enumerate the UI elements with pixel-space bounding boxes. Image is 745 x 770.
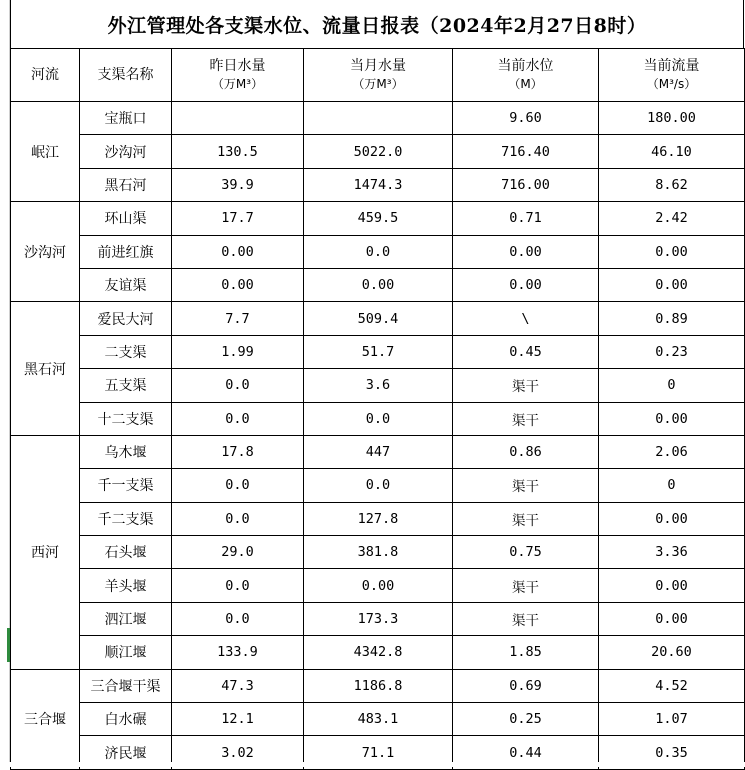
table-row <box>11 302 745 335</box>
flow-rate-cell[interactable]: 2.42 <box>599 202 745 235</box>
yesterday-volume-cell[interactable]: 0.0 <box>172 469 304 502</box>
report-table <box>10 48 745 770</box>
yesterday-volume-cell[interactable]: 0.00 <box>172 235 304 268</box>
flow-rate-cell[interactable]: 46.10 <box>599 135 745 168</box>
water-level-cell[interactable]: 1.85 <box>453 636 599 669</box>
yesterday-volume-cell[interactable]: 47.3 <box>172 669 304 702</box>
water-level-cell[interactable]: \ <box>453 302 599 335</box>
water-level-cell[interactable]: 0.75 <box>453 536 599 569</box>
table-row <box>11 469 745 502</box>
month-volume-cell[interactable]: 0.00 <box>304 569 453 602</box>
table-row <box>11 402 745 435</box>
header-yesterday-unit: （万M³） <box>211 77 264 91</box>
water-level-cell[interactable]: 0.00 <box>453 235 599 268</box>
branch-name-cell[interactable]: 黑石河 <box>80 168 172 201</box>
yesterday-volume-cell[interactable]: 0.0 <box>172 402 304 435</box>
month-volume-cell[interactable]: 483.1 <box>304 703 453 736</box>
yesterday-volume-cell[interactable]: 0.0 <box>172 569 304 602</box>
month-volume-cell[interactable]: 0.0 <box>304 469 453 502</box>
month-volume-cell[interactable]: 3.6 <box>304 369 453 402</box>
table-row <box>11 602 745 635</box>
water-level-cell[interactable]: 渠干 <box>453 369 599 402</box>
flow-rate-cell[interactable]: 1.07 <box>599 703 745 736</box>
header-river[interactable]: 河流 <box>11 49 80 102</box>
water-level-cell[interactable]: 渠干 <box>453 569 599 602</box>
branch-name-cell[interactable]: 十二支渠 <box>80 402 172 435</box>
yesterday-volume-cell[interactable]: 0.00 <box>172 268 304 301</box>
river-cell[interactable]: 岷江 <box>11 102 80 202</box>
header-level-unit: （M） <box>508 77 543 91</box>
table-row <box>11 102 745 135</box>
branch-name-cell[interactable]: 泗江堰 <box>80 602 172 635</box>
header-month-unit: （万M³） <box>352 77 404 91</box>
water-level-cell[interactable]: 0.86 <box>453 435 599 468</box>
water-level-cell[interactable]: 0.45 <box>453 335 599 368</box>
table-row <box>11 369 745 402</box>
yesterday-volume-cell[interactable]: 0.0 <box>172 502 304 535</box>
month-volume-cell[interactable]: 509.4 <box>304 302 453 335</box>
month-volume-cell[interactable]: 51.7 <box>304 335 453 368</box>
flow-rate-cell[interactable]: 180.00 <box>599 102 745 135</box>
flow-rate-cell[interactable]: 0.00 <box>599 502 745 535</box>
header-level[interactable] <box>453 49 599 102</box>
month-volume-cell[interactable]: 127.8 <box>304 502 453 535</box>
water-level-cell[interactable]: 渠干 <box>453 502 599 535</box>
water-level-cell[interactable]: 0.44 <box>453 736 599 769</box>
month-volume-cell[interactable] <box>304 102 453 135</box>
branch-name-cell[interactable]: 前进红旗 <box>80 235 172 268</box>
branch-name-cell[interactable]: 乌木堰 <box>80 435 172 468</box>
yesterday-volume-cell[interactable]: 17.7 <box>172 202 304 235</box>
water-level-cell[interactable]: 渠干 <box>453 602 599 635</box>
branch-name-cell[interactable]: 千一支渠 <box>80 469 172 502</box>
water-level-cell[interactable]: 0.69 <box>453 669 599 702</box>
branch-name-cell[interactable]: 沙沟河 <box>80 135 172 168</box>
table-row <box>11 202 745 235</box>
flow-rate-cell[interactable]: 3.36 <box>599 536 745 569</box>
yesterday-volume-cell[interactable]: 29.0 <box>172 536 304 569</box>
river-cell[interactable]: 三合堰 <box>11 669 80 769</box>
yesterday-volume-cell[interactable]: 133.9 <box>172 636 304 669</box>
month-volume-cell[interactable]: 0.0 <box>304 402 453 435</box>
river-cell[interactable]: 沙沟河 <box>11 202 80 302</box>
water-level-cell[interactable]: 0.25 <box>453 703 599 736</box>
month-volume-cell[interactable]: 0.00 <box>304 268 453 301</box>
yesterday-volume-cell[interactable] <box>172 102 304 135</box>
water-level-cell[interactable]: 9.60 <box>453 102 599 135</box>
header-branch[interactable]: 支渠名称 <box>80 49 172 102</box>
yesterday-volume-cell[interactable]: 12.1 <box>172 703 304 736</box>
table-row <box>11 703 745 736</box>
yesterday-volume-cell[interactable]: 0.0 <box>172 369 304 402</box>
yesterday-volume-cell[interactable]: 1.99 <box>172 335 304 368</box>
month-volume-cell[interactable]: 447 <box>304 435 453 468</box>
sheet-bottom-edge <box>0 762 745 767</box>
table-row <box>11 536 745 569</box>
month-volume-cell[interactable]: 381.8 <box>304 536 453 569</box>
header-level-label: 当前水位 <box>497 58 554 74</box>
flow-rate-cell[interactable]: 0.00 <box>599 268 745 301</box>
header-yesterday-label: 昨日水量 <box>209 58 266 74</box>
yesterday-volume-cell[interactable]: 0.0 <box>172 602 304 635</box>
header-flow[interactable] <box>599 49 745 102</box>
flow-rate-cell[interactable]: 0.35 <box>599 736 745 769</box>
branch-name-cell[interactable]: 友谊渠 <box>80 268 172 301</box>
yesterday-volume-cell[interactable]: 39.9 <box>172 168 304 201</box>
branch-name-cell[interactable]: 千二支渠 <box>80 502 172 535</box>
header-row <box>11 49 745 102</box>
table-row <box>11 235 745 268</box>
branch-name-cell[interactable]: 石头堰 <box>80 536 172 569</box>
header-month-label: 当月水量 <box>350 58 406 74</box>
branch-name-cell[interactable]: 济民堰 <box>80 736 172 769</box>
flow-rate-cell[interactable]: 2.06 <box>599 435 745 468</box>
flow-rate-cell[interactable]: 20.60 <box>599 636 745 669</box>
report-title: 外江管理处各支渠水位、流量日报表（2024年2月27日8时） <box>10 0 744 48</box>
table-row <box>11 268 745 301</box>
table-row <box>11 636 745 669</box>
water-level-cell[interactable]: 716.40 <box>453 135 599 168</box>
flow-rate-cell[interactable]: 4.52 <box>599 669 745 702</box>
yesterday-volume-cell[interactable]: 7.7 <box>172 302 304 335</box>
header-yesterday[interactable] <box>172 49 304 102</box>
table-row <box>11 502 745 535</box>
month-volume-cell[interactable]: 4342.8 <box>304 636 453 669</box>
table-row <box>11 435 745 468</box>
water-level-cell[interactable]: 渠干 <box>453 469 599 502</box>
month-volume-cell[interactable]: 71.1 <box>304 736 453 769</box>
branch-name-cell[interactable]: 五支渠 <box>80 369 172 402</box>
table-row <box>11 135 745 168</box>
river-cell[interactable]: 黑石河 <box>11 302 80 436</box>
flow-rate-cell[interactable]: 0 <box>599 469 745 502</box>
header-month[interactable] <box>304 49 453 102</box>
water-level-cell[interactable]: 渠干 <box>453 402 599 435</box>
yesterday-volume-cell[interactable]: 3.02 <box>172 736 304 769</box>
water-level-cell[interactable]: 0.71 <box>453 202 599 235</box>
branch-name-cell[interactable]: 顺江堰 <box>80 636 172 669</box>
branch-name-cell[interactable]: 三合堰干渠 <box>80 669 172 702</box>
table-row <box>11 569 745 602</box>
flow-rate-cell[interactable]: 0.00 <box>599 569 745 602</box>
month-volume-cell[interactable]: 5022.0 <box>304 135 453 168</box>
month-volume-cell[interactable]: 459.5 <box>304 202 453 235</box>
month-volume-cell[interactable]: 1474.3 <box>304 168 453 201</box>
water-level-cell[interactable]: 0.00 <box>453 268 599 301</box>
month-volume-cell[interactable]: 0.0 <box>304 235 453 268</box>
branch-name-cell[interactable]: 环山渠 <box>80 202 172 235</box>
month-volume-cell[interactable]: 173.3 <box>304 602 453 635</box>
table-row <box>11 168 745 201</box>
river-cell[interactable]: 西河 <box>11 435 80 669</box>
table-body <box>11 102 745 770</box>
branch-name-cell[interactable]: 爱民大河 <box>80 302 172 335</box>
flow-rate-cell[interactable]: 0 <box>599 369 745 402</box>
flow-rate-cell[interactable]: 8.62 <box>599 168 745 201</box>
table-row <box>11 669 745 702</box>
branch-name-cell[interactable]: 羊头堰 <box>80 569 172 602</box>
flow-rate-cell[interactable]: 0.89 <box>599 302 745 335</box>
branch-name-cell[interactable]: 宝瓶口 <box>80 102 172 135</box>
flow-rate-cell[interactable]: 0.23 <box>599 335 745 368</box>
table-row <box>11 335 745 368</box>
month-volume-cell[interactable]: 1186.8 <box>304 669 453 702</box>
flow-rate-cell[interactable]: 0.00 <box>599 235 745 268</box>
branch-name-cell[interactable]: 二支渠 <box>80 335 172 368</box>
branch-name-cell[interactable]: 白水碾 <box>80 703 172 736</box>
water-level-cell[interactable]: 716.00 <box>453 168 599 201</box>
flow-rate-cell[interactable]: 0.00 <box>599 402 745 435</box>
flow-rate-cell[interactable]: 0.00 <box>599 602 745 635</box>
yesterday-volume-cell[interactable]: 17.8 <box>172 435 304 468</box>
yesterday-volume-cell[interactable]: 130.5 <box>172 135 304 168</box>
header-flow-label: 当前流量 <box>643 58 700 74</box>
header-flow-unit: （M³/s） <box>646 77 697 91</box>
